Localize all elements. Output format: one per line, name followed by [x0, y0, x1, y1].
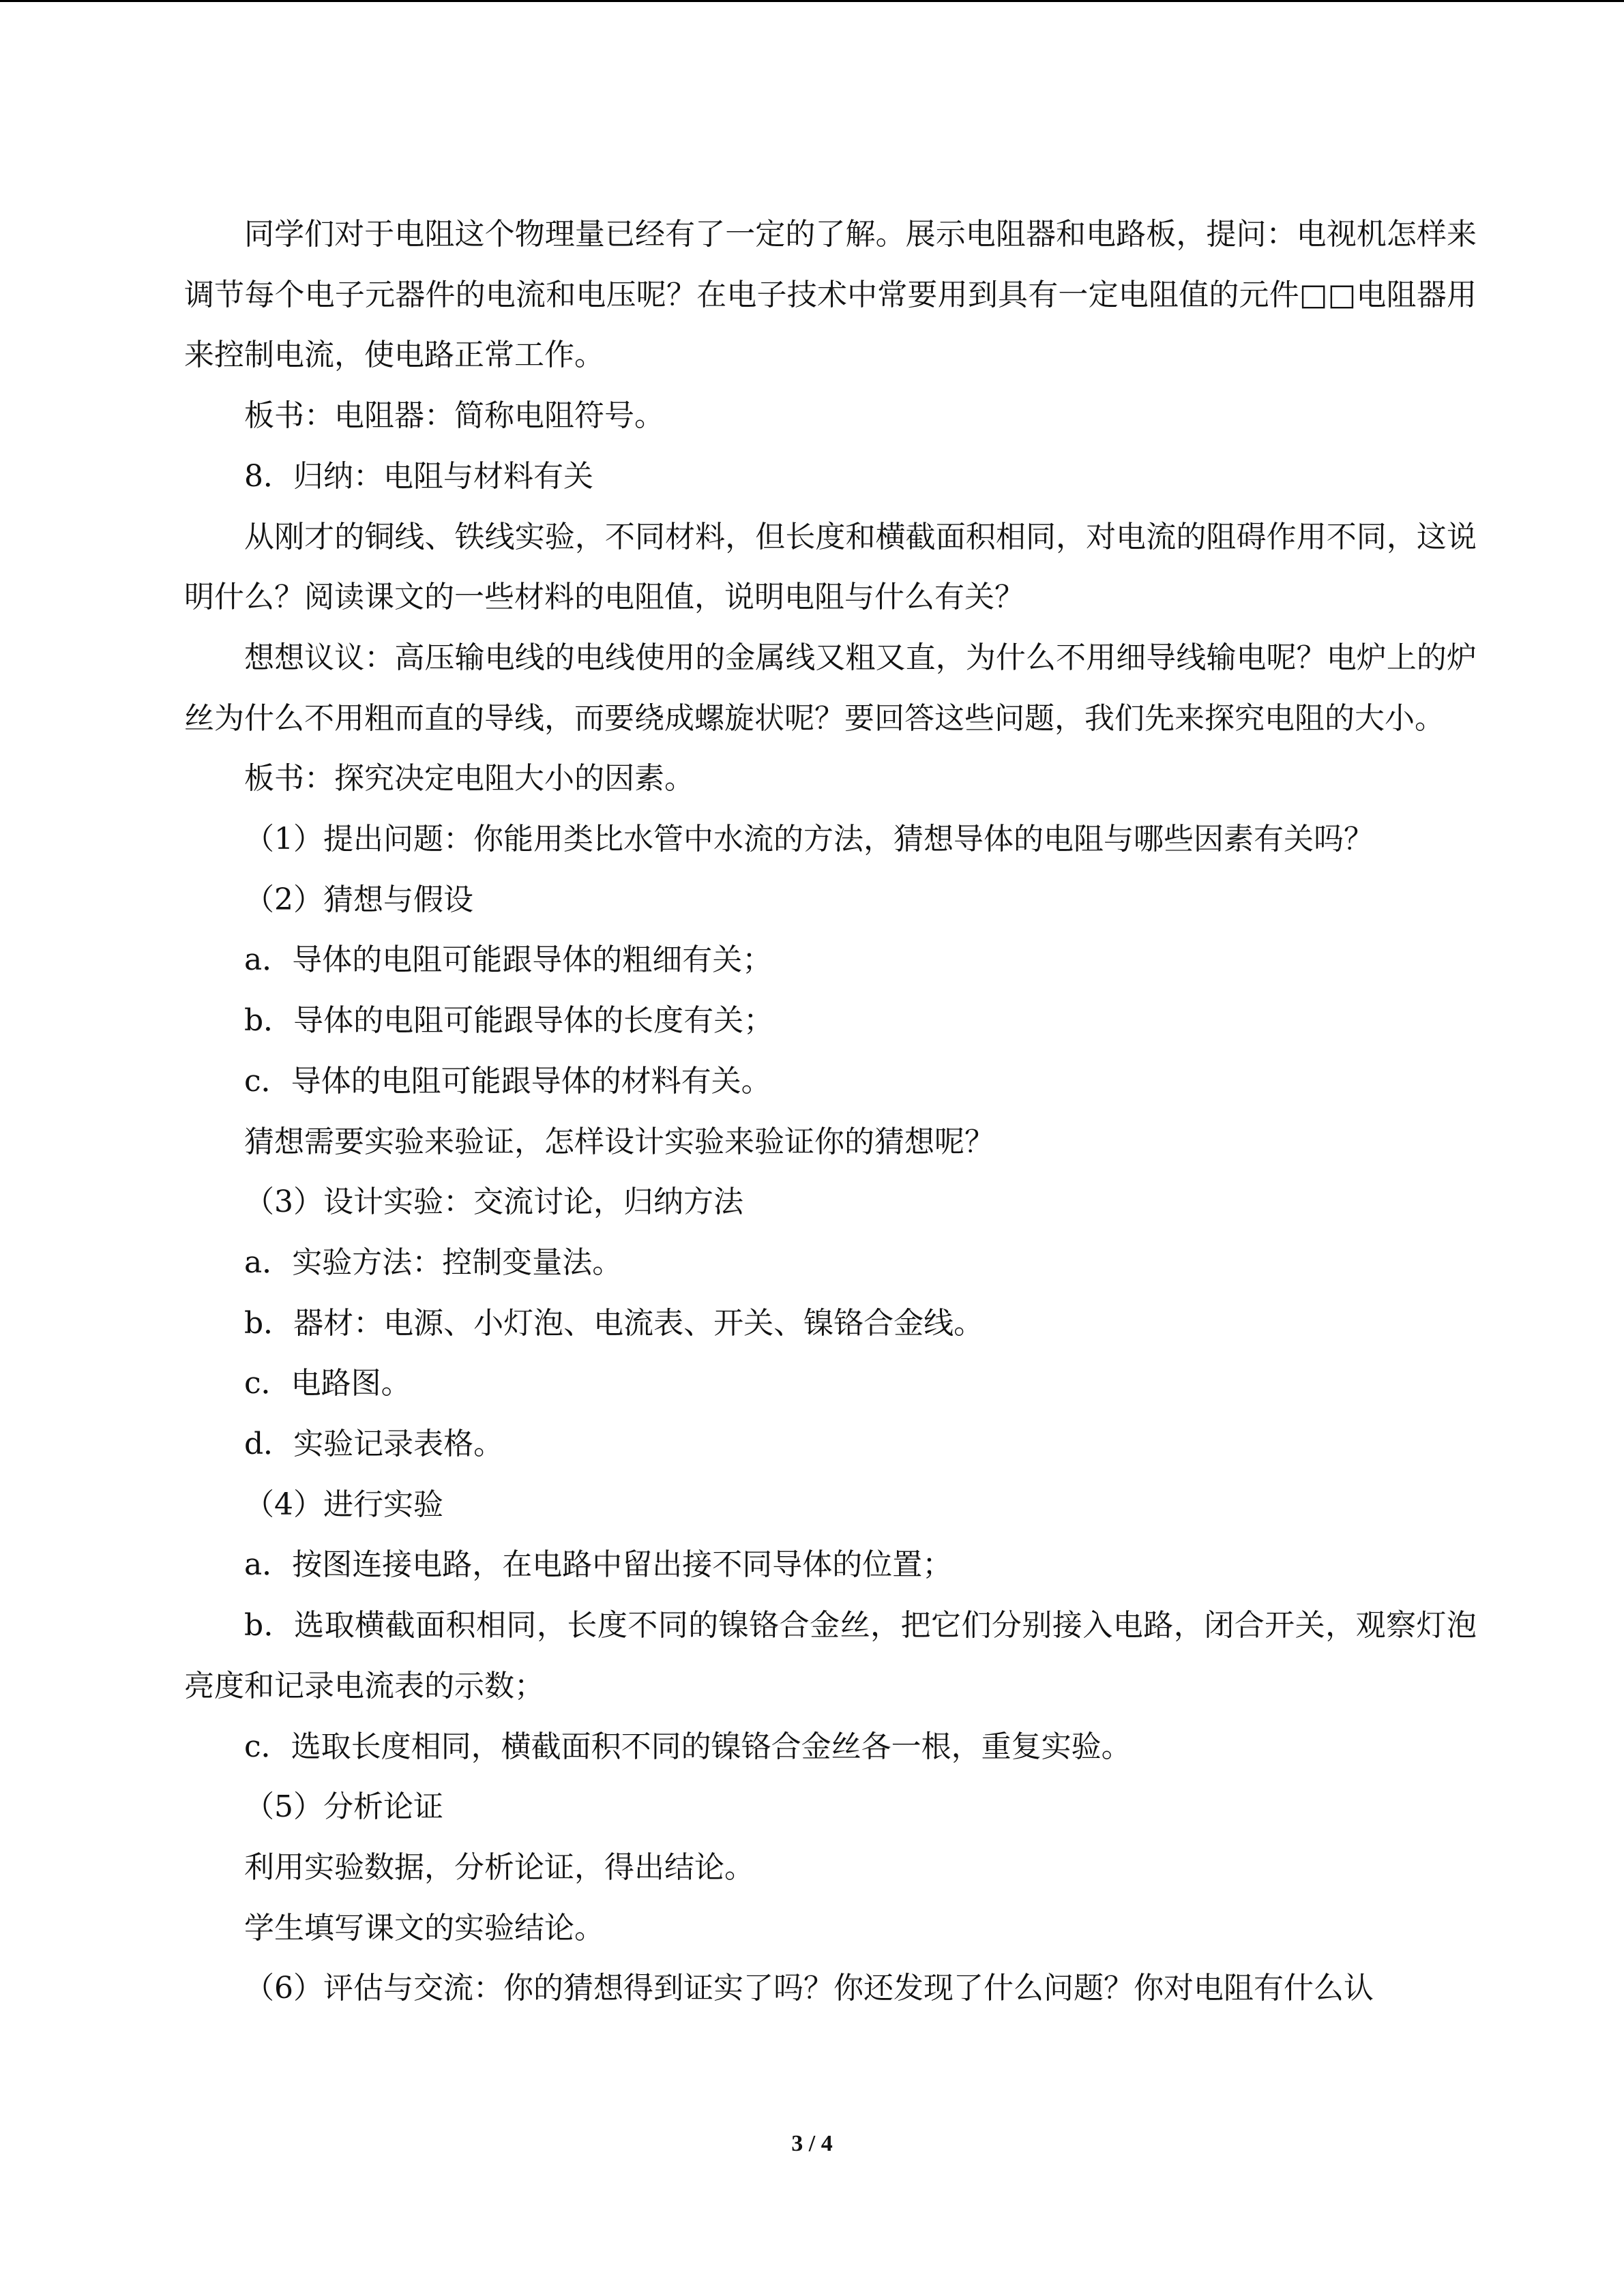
step-item: （5）分析论证 — [244, 1789, 443, 1825]
list-item: c．导体的电阻可能跟导体的材料有关。 — [244, 1063, 771, 1099]
list-item: c．电路图。 — [244, 1366, 411, 1401]
list-item: a．导体的电阻可能跟导体的粗细有关； — [244, 942, 773, 978]
document-body — [184, 205, 1477, 2019]
paragraph: 想想议议：高压输电线的电线使用的金属线又粗又直，为什么不用细导线输电呢？电炉上的炉丝为什么不用粗而直的导线，而要绕成螺旋状呢？要回答这些问题，我们先来探究电阻的大小。 — [184, 640, 1477, 736]
paragraph: 板书：探究决定电阻大小的因素。 — [244, 761, 694, 796]
paragraph: 猜想需要实验来验证，怎样设计实验来验证你的猜想呢？ — [244, 1124, 994, 1159]
paragraph: 利用实验数据，分析论证，得出结论。 — [244, 1849, 754, 1885]
list-item: a．实验方法：控制变量法。 — [244, 1244, 623, 1280]
list-item: a．按图连接电路，在电路中留出接不同导体的位置； — [244, 1547, 953, 1583]
page-number: 3 / 4 — [791, 2131, 833, 2156]
list-item: b．选取横截面积相同，长度不同的镍铬合金丝，把它们分别接入电路，闭合开关，观察灯泡亮度和记录电流表的示数； — [184, 1608, 1477, 1703]
paragraph: 同学们对于电阻这个物理量已经有了一定的了解。展示电阻器和电路板，提问：电视机怎样来调节每个电子元器件的电流和电压呢？在电子技术中常要用到具有一定电阻值的元件□□电阻器用来控制电流，使电路正常工作。 — [184, 217, 1477, 373]
step-item: （3）设计实验：交流讨论，归纳方法 — [244, 1184, 743, 1220]
step-item: （4）进行实验 — [244, 1487, 443, 1522]
step-item: （1）提出问题：你能用类比水管中水流的方法，猜想导体的电阻与哪些因素有关吗？ — [244, 822, 1374, 857]
paragraph: 板书：电阻器：简称电阻符号。 — [244, 398, 664, 434]
list-item: b．器材：电源、小灯泡、电流表、开关、镍铬合金线。 — [244, 1305, 984, 1341]
list-item: c．选取长度相同，横截面积不同的镍铬合金丝各一根，重复实验。 — [244, 1729, 1132, 1764]
top-border-line — [0, 0, 1624, 2]
paragraph: 学生填写课文的实验结论。 — [244, 1910, 604, 1945]
paragraph: 从刚才的铜线、铁线实验，不同材料，但长度和横截面积相同，对电流的阻碍作用不同，这说明什么？阅读课文的一些材料的电阻值，说明电阻与什么有关？ — [184, 519, 1477, 615]
step-item: （2）猜想与假设 — [244, 882, 473, 917]
step-item: （6）评估与交流：你的猜想得到证实了吗？你还发现了什么问题？你对电阻有什么认 — [244, 1971, 1374, 2006]
list-item: b．导体的电阻可能跟导体的长度有关； — [244, 1003, 774, 1039]
section-heading: 8．归纳：电阻与材料有关 — [244, 458, 593, 494]
list-item: d．实验记录表格。 — [244, 1427, 504, 1462]
